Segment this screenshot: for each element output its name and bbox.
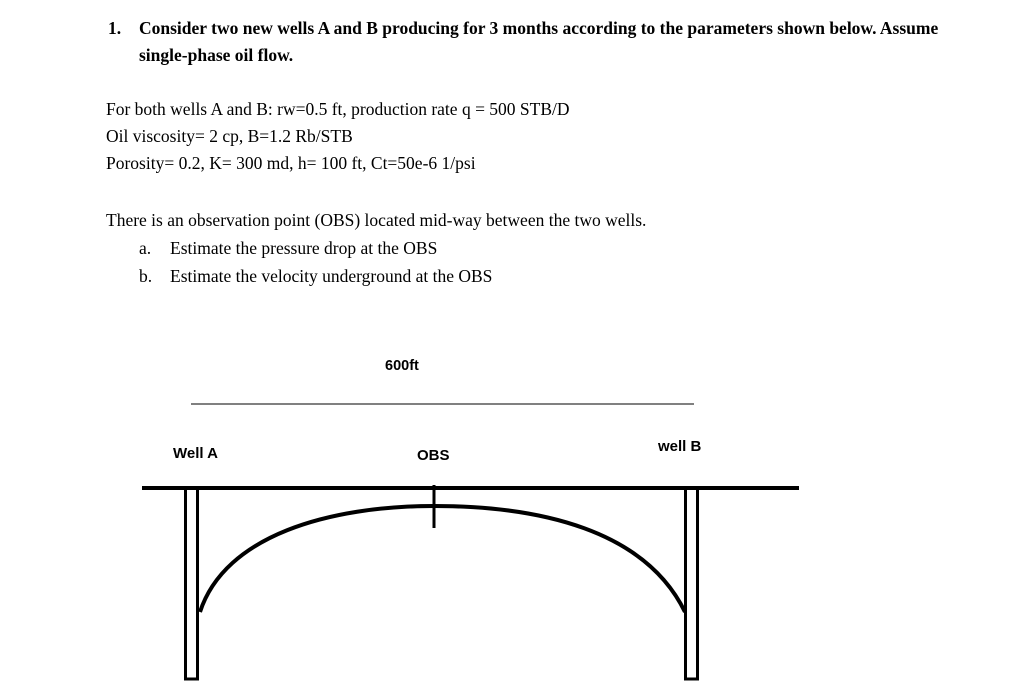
subquestion-letter: a. xyxy=(139,238,152,258)
subquestion-letter: b. xyxy=(139,266,153,286)
question-text: Consider two new wells A and B producing for 3 months according to the parameters shown below. Assume single-phase oil flow. xyxy=(139,18,939,65)
parameter-line: Oil viscosity= 2 cp, B=1.2 Rb/STB xyxy=(106,126,353,146)
well-b-label: well B xyxy=(658,438,702,455)
obs-label: OBS xyxy=(417,447,450,464)
distance-label: 600ft xyxy=(385,358,419,374)
well-b-casing xyxy=(684,488,699,680)
parameter-line: For both wells A and B: rw=0.5 ft, production rate q = 500 STB/D xyxy=(106,99,570,119)
subquestion-text: Estimate the velocity underground at the OBS xyxy=(170,266,493,286)
parameter-line: Porosity= 0.2, K= 300 md, h= 100 ft, Ct=50e-6 1/psi xyxy=(106,153,476,173)
question-number: 1. xyxy=(108,18,122,38)
subquestion-text: Estimate the pressure drop at the OBS xyxy=(170,238,438,258)
well-a-casing xyxy=(184,488,199,680)
well-a-label: Well A xyxy=(173,445,219,462)
pressure-profile-curve xyxy=(200,506,685,612)
observation-intro: There is an observation point (OBS) located mid-way between the two wells. xyxy=(106,210,647,230)
